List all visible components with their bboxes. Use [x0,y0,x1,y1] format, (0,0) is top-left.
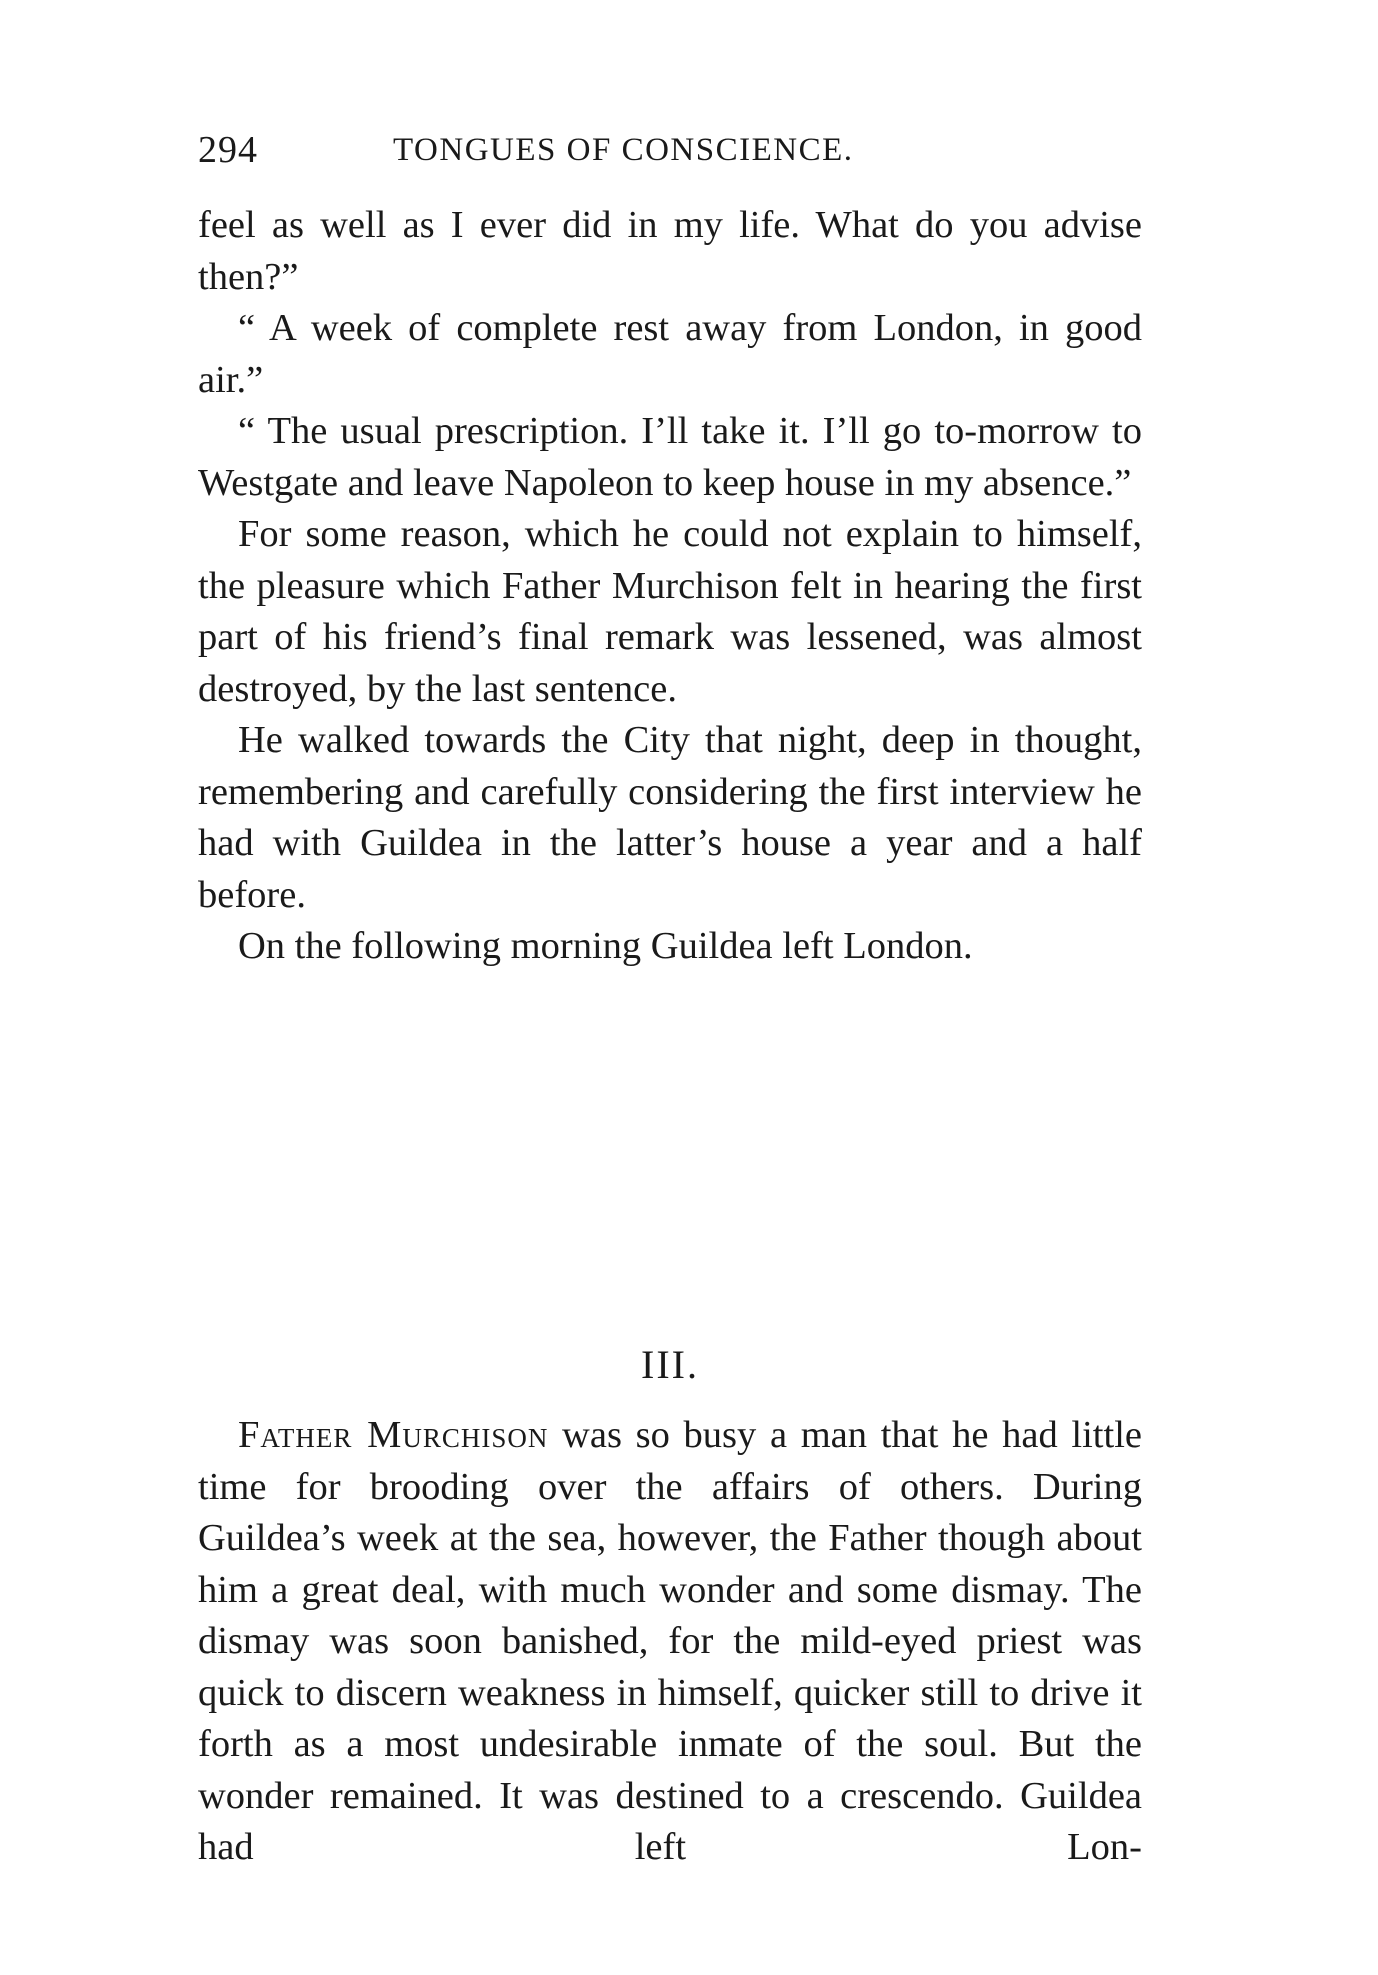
body-text-bottom [198,1410,1142,1874]
opening-name-smallcaps: Father Murchison [238,1414,549,1456]
body-text-top [198,200,1142,973]
opening-paragraph-text: was so busy a man that he had little time for brooding over the affairs of others. During Guildea’s week at the sea, however, the Father though about him a great deal, with much wonder and some dismay. The dismay was soon banished, for the mild-eyed priest was quick to discern weakness in himself, quicker still to drive it forth as a most undesirable inmate of the soul. But the wonder remained. It was destined to a crescendo. Guildea had left Lon- [198,1414,1142,1868]
paragraph-narration-2: He walked towards the City that night, deep in thought, remembering and carefully considering the first interview he had with Guildea in the latter’s house a year and a half before. [198,719,1142,916]
paragraph-continued: feel as well as I ever did in my life. What do you advise then?” [198,204,1142,298]
page-number: 294 [198,129,258,171]
paragraph-section-opening [198,1410,1142,1874]
running-title: TONGUES OF CONSCIENCE. [393,132,854,168]
section-heading: III. [641,1342,699,1387]
paragraph-narration-1: For some reason, which he could not explain to himself, the pleasure which Father Murchison felt in hearing the first part of his friend’s final remark was lessened, was almost destroyed, by the last sentence. [198,513,1142,710]
running-head [198,120,1198,180]
paragraph-narration-3: On the following morning Guildea left London. [238,925,973,967]
paragraph-dialogue-2: “ The usual prescription. I’ll take it. I’ll go to-morrow to Westgate and leave Napoleon to keep house in my absence.” [198,410,1142,504]
paragraph-dialogue-1: “ A week of complete rest away from London, in good air.” [198,307,1142,401]
